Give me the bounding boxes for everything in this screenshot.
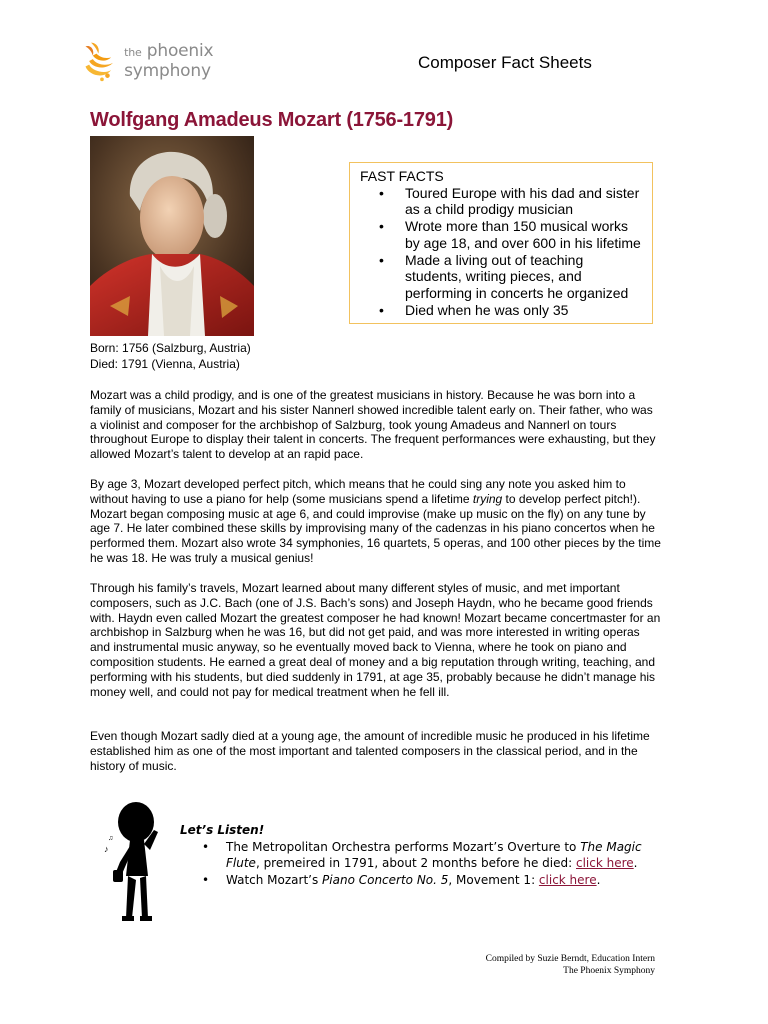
footer-credit [486, 954, 655, 977]
listen-text: . [596, 872, 601, 887]
fast-facts-title: FAST FACTS [360, 168, 444, 184]
died-line: Died: 1791 (Vienna, Austria) [90, 357, 240, 371]
logo-text-name: phoenix symphony [124, 41, 214, 81]
logo-text [124, 41, 290, 81]
listen-text: Watch Mozart’s [226, 872, 323, 887]
lets-listen-section [180, 822, 650, 888]
piano-concerto-link[interactable]: click here [538, 872, 597, 887]
svg-text:♫: ♫ [108, 835, 114, 842]
phoenix-logo-icon [80, 37, 122, 85]
lets-listen-title: Let’s Listen! [180, 823, 265, 837]
fast-fact-item: • Toured Europe with his dad and sister as a child prodigy musician [405, 185, 642, 218]
paragraph-legacy: Even though Mozart sadly died at a young age, the amount of incredible music he produced in his lifetime established him as one of the most important and talented composers in the classical period, and in the history of music. [90, 729, 650, 773]
svg-text:♪: ♪ [104, 844, 109, 854]
fast-facts-list [360, 185, 642, 319]
listen-text: . [633, 856, 638, 870]
listen-text: , premeired in 1791, about 2 months before he died: [255, 856, 576, 870]
logo-text-the: the [124, 46, 142, 59]
mozart-portrait-image [90, 136, 254, 336]
page-title: Wolfgang Amadeus Mozart (1756-1791) [90, 109, 454, 131]
listening-silhouette-icon [104, 800, 162, 922]
phoenix-symphony-logo [80, 34, 290, 88]
paragraph-childhood: Mozart was a child prodigy, and is one of the greatest musicians in history. Because he was born into a family of musicians, Mozart and his sister Nannerl showed incredible talent early on. Their father, who was a violinist and composer for the archbishop of Salzburg, took young Amadeus and Nannerl on tours throughout Europe to display their talent in concerts. The frequent performances were exhausting, but they allowed Mozart’s talent to develop at an rapid pace. [90, 388, 656, 462]
magic-flute-link[interactable]: click here [576, 856, 634, 870]
fast-fact-item: • Died when he was only 35 [405, 302, 642, 319]
paragraph-perfect-pitch [90, 477, 662, 566]
footer-line-compiled: Compiled by Suzie Berndt, Education Intern [485, 954, 655, 964]
fast-fact-item: • Made a living out of teaching students, writing pieces, and performing in concerts he organized [405, 252, 642, 302]
listen-item-magic-flute [226, 839, 650, 872]
paragraph-text: By age 3, Mozart developed perfect pitch, which means that he could sing any note you asked him to without having to use a piano for help (some musicians spend a lifetime [90, 477, 626, 506]
listen-item-piano-concerto [226, 872, 650, 889]
paragraph-text: to develop perfect pitch!). Mozart began composing music at age 6, and could improvise (make up music on the fly) on any tune by age 7. He later combined these skills by improvising many of the cadenzas in his piano concertos when he performed them. Mozart also wrote 34 symphonies, 16 quartets, 5 operas, and 100 other pieces by the time he was 18. He was truly a musical genius! [90, 491, 661, 565]
fast-fact-item: • Wrote more than 150 musical works by age 18, and over 600 in his lifetime [405, 218, 642, 251]
listen-list [180, 839, 650, 889]
listen-text: The Metropolitan Orchestra performs Mozart’s Overture to [226, 839, 581, 854]
listen-emphasis: Piano Concerto No. 5 [322, 872, 449, 887]
footer-line-org: The Phoenix Symphony [563, 965, 655, 976]
born-line: Born: 1756 (Salzburg, Austria) [90, 341, 251, 355]
fast-facts-box [349, 162, 653, 324]
listen-emphasis: The Magic Flute [226, 839, 642, 870]
emphasis-text: trying [472, 491, 503, 506]
paragraph-travels: Through his family’s travels, Mozart learned about many different styles of music, and met important composers, such as J.C. Bach (one of J.S. Bach’s sons) and Joseph Haydn, who he became good friends with. Haydn even called Mozart the greatest composer he had known! Mozart became concertmaster for an archbishop in Salzburg when he was 16, but did not get paid, and was more interested in writing operas and instrumental music anyway, so he eventually moved back to Vienna, where he took on piano and composition students. He earned a great deal of money and a big reputation through writing, teaching, and performing with his students, but died suddenly in 1791, at age 35, probably because he didn’t manage his money well, and could not pay for medical treatment when he fell ill. [90, 581, 661, 699]
listen-text: , Movement 1: [448, 872, 539, 887]
header-title: Composer Fact Sheets [418, 53, 592, 72]
